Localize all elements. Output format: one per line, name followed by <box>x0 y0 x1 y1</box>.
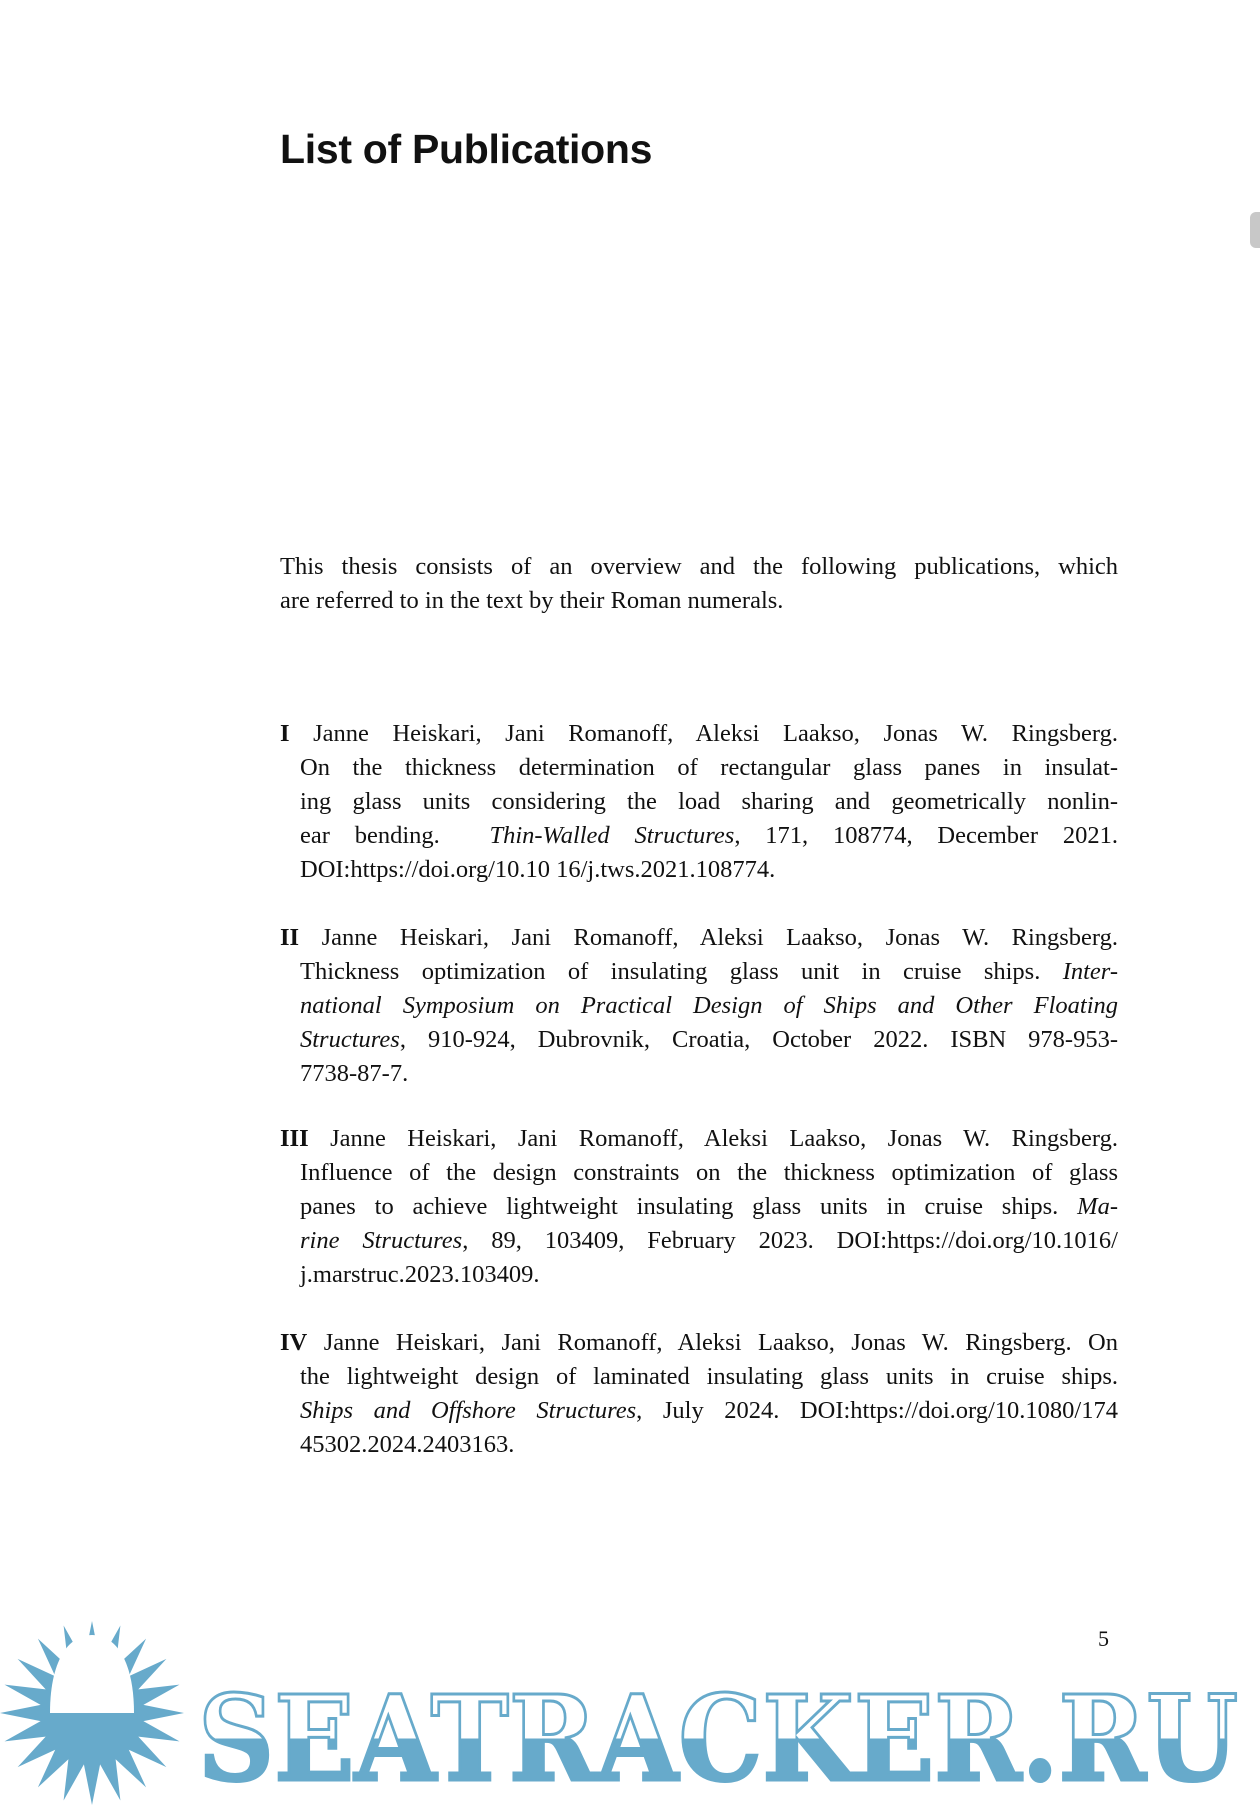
publication-numeral: II <box>280 924 300 951</box>
publication-text: 45302.2024.2403163. <box>300 1431 515 1458</box>
publication-text: the lightweight design of laminated insulating glass units in cruise ships. <box>300 1363 1118 1390</box>
publication-text: Influence of the design constraints on the thickness optimization of glass <box>300 1159 1118 1186</box>
publication-text: , 171, 108774, December 2021. <box>734 822 1119 849</box>
publication-line <box>280 1122 1118 1156</box>
publication-text: ing glass units considering the load sharing and geometrically nonlin- <box>300 788 1118 815</box>
sun-icon <box>0 1621 184 1805</box>
publication-line <box>280 819 1118 853</box>
publication-line <box>280 785 1118 819</box>
side-scroll-tab[interactable] <box>1250 212 1260 248</box>
publication-line <box>280 1023 1118 1057</box>
journal-name: Structures <box>300 1026 400 1053</box>
publication-text: Janne Heiskari, Jani Romanoff, Aleksi Laakso, Jonas W. Ringsberg. <box>299 924 1118 951</box>
seatracker-logo-watermark <box>0 1618 1260 1806</box>
journal-name: national Symposium on Practical Design of Ships and Other Floating <box>300 992 1118 1019</box>
intro-paragraph <box>280 550 1118 618</box>
publication-text: Janne Heiskari, Jani Romanoff, Aleksi Laakso, Jonas W. Ringsberg. <box>289 720 1118 747</box>
publication-numeral: I <box>280 720 290 747</box>
publication-numeral: III <box>280 1125 309 1152</box>
journal-name: Inter- <box>1062 958 1118 985</box>
page-title: List of Publications <box>280 126 653 172</box>
publication-text: , 89, 103409, February 2023. DOI:https://doi.org/10.1016/ <box>462 1227 1118 1254</box>
publication-entry <box>280 921 1118 1091</box>
journal-name: rine Structures <box>300 1227 463 1254</box>
publication-line <box>280 853 1118 887</box>
publication-line <box>280 1428 1118 1462</box>
intro-line: are referred to in the text by their Roman numerals. <box>280 587 784 614</box>
journal-name: Thin-Walled Structures <box>489 822 735 849</box>
journal-name: Ships and Offshore Structures <box>300 1397 637 1424</box>
publication-text: Janne Heiskari, Jani Romanoff, Aleksi Laakso, Jonas W. Ringsberg. On <box>307 1329 1118 1356</box>
publication-entry <box>280 1122 1118 1292</box>
publication-line <box>280 1156 1118 1190</box>
publication-line <box>280 1360 1118 1394</box>
publication-line <box>280 1057 1118 1091</box>
page-number: 5 <box>1098 1626 1109 1651</box>
publication-text: 7738-87-7. <box>300 1060 409 1087</box>
publication-line <box>280 751 1118 785</box>
publication-line <box>280 955 1118 989</box>
publication-line <box>280 1258 1118 1292</box>
publication-text: Janne Heiskari, Jani Romanoff, Aleksi Laakso, Jonas W. Ringsberg. <box>308 1125 1118 1152</box>
publication-text: j.marstruc.2023.103409. <box>300 1261 540 1288</box>
publication-text: On the thickness determination of rectangular glass panes in insulat- <box>300 754 1118 781</box>
publication-text: panes to achieve lightweight insulating glass units in cruise ships. <box>300 1193 1078 1220</box>
publication-text: Thickness optimization of insulating glass unit in cruise ships. <box>300 958 1063 985</box>
publication-entry <box>280 1326 1118 1462</box>
publication-line <box>280 921 1118 955</box>
publication-entry <box>280 717 1118 887</box>
journal-name: Ma- <box>1077 1193 1118 1220</box>
publication-line <box>280 717 1118 751</box>
publication-text: ear bending. <box>300 822 490 849</box>
publication-line <box>280 1326 1118 1360</box>
publication-line <box>280 989 1118 1023</box>
publication-text: , July 2024. DOI:https://doi.org/10.1080/174 <box>636 1397 1118 1424</box>
publication-line <box>280 1394 1118 1428</box>
watermark-text: SEATRACKER.RU <box>198 1669 1238 1806</box>
publication-numeral: IV <box>280 1329 308 1356</box>
publication-line <box>280 1190 1118 1224</box>
intro-line: This thesis consists of an overview and the following publications, which <box>280 553 1118 580</box>
publication-text: DOI:https://doi.org/10.10 16/j.tws.2021.108774. <box>300 856 776 883</box>
publication-line <box>280 1224 1118 1258</box>
publication-text: , 910-924, Dubrovnik, Croatia, October 2022. ISBN 978-953- <box>399 1026 1118 1053</box>
